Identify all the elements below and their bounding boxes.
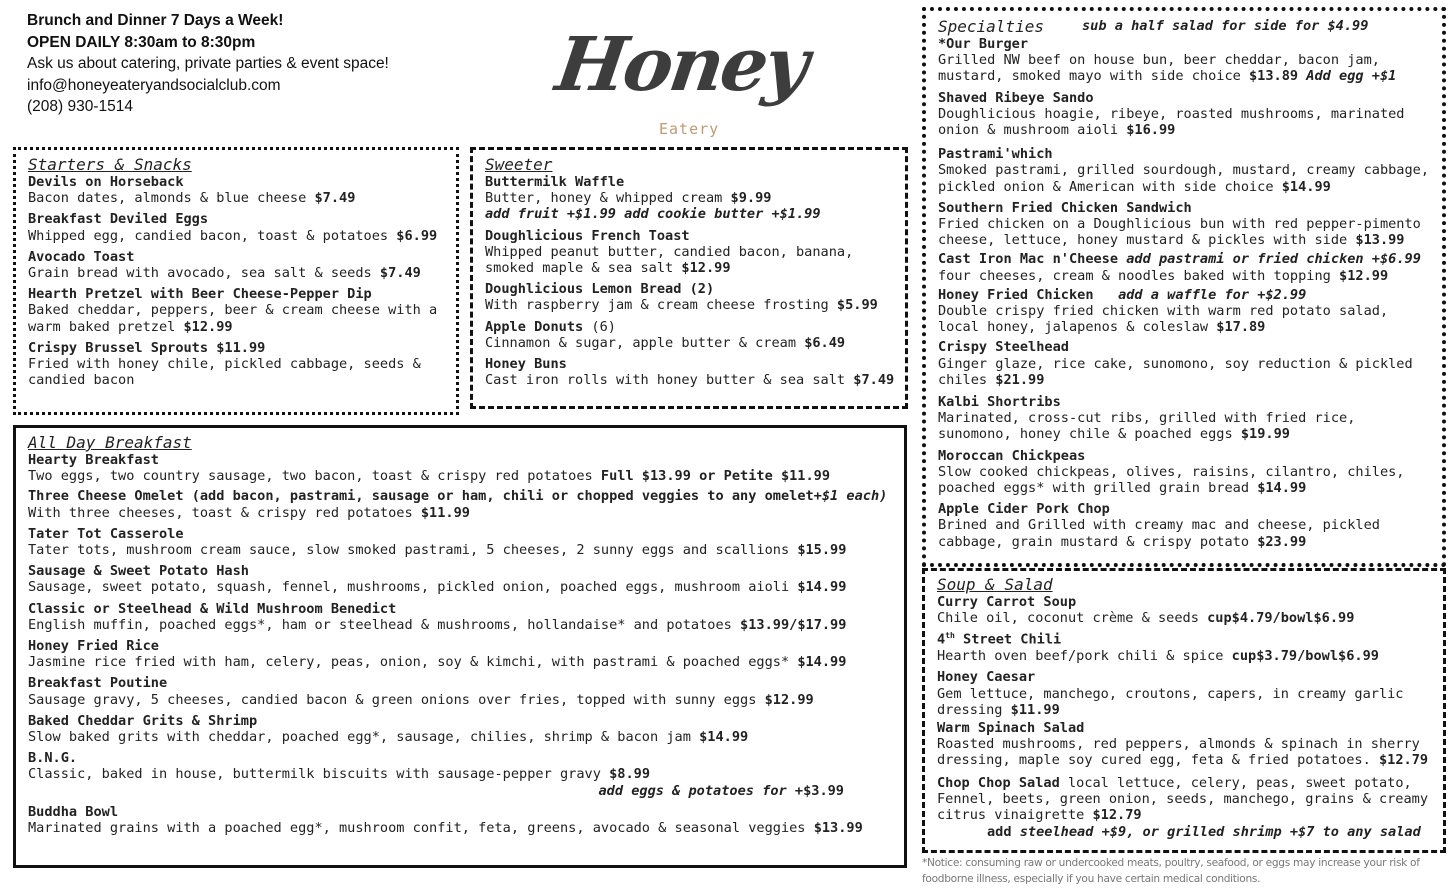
section-title: All Day Breakfast bbox=[28, 433, 192, 452]
sweeter-section bbox=[470, 147, 908, 409]
item-price: $12.79 bbox=[1092, 806, 1142, 823]
item-desc: Grain bread with avocado, sea salt & seeds bbox=[28, 265, 380, 282]
item-price: $9.99 bbox=[730, 190, 772, 207]
item-addon: add eggs & potatoes for bbox=[598, 782, 795, 799]
item-desc: Brined and Grilled with creamy mac and cheese, pickled cabbage, grain mustard & crispy potato bbox=[938, 517, 1380, 550]
item-price: $23.99 bbox=[1257, 533, 1307, 550]
item-price: cup$3.79/bowl$6.99 bbox=[1231, 648, 1379, 665]
item-desc: local lettuce, celery, peas, sweet potato, Fennel, beets, green onion, seeds, manchego, grains & creamy citrus vinaigrette bbox=[937, 774, 1429, 823]
menu-item bbox=[937, 775, 1433, 824]
menu-item bbox=[28, 526, 894, 558]
item-name: Avocado Toast bbox=[28, 248, 135, 265]
item-price: $13.89 bbox=[1249, 68, 1299, 85]
menu-item bbox=[938, 448, 1432, 497]
item-desc: Grilled NW beef on house bun, beer cheddar, bacon jam, mustard, smoked mayo with side choice bbox=[938, 52, 1380, 85]
item-price: $16.99 bbox=[1126, 122, 1176, 139]
item-addon: add pastrami or fried chicken +$6.99 bbox=[1126, 251, 1421, 268]
addon-text: steelhead +$9, or grilled shrimp +$7 to any salad bbox=[1019, 824, 1421, 841]
item-name-rest: Street Chili bbox=[954, 631, 1062, 648]
item-name: Three Cheese Omelet bbox=[28, 488, 192, 505]
item-name: Crispy Steelhead bbox=[938, 339, 1069, 356]
open-hours: OPEN DAILY 8:30am to 8:30pm bbox=[27, 33, 256, 51]
item-name: Honey Caesar bbox=[937, 669, 1036, 686]
item-desc: Whipped egg, candied bacon, toast & potatoes bbox=[28, 227, 397, 244]
menu-item bbox=[28, 211, 446, 243]
item-price: $14.99 bbox=[1281, 178, 1331, 195]
item-options-price: $1 each) bbox=[821, 488, 888, 505]
item-desc: Classic, baked in house, buttermilk biscuits with sausage-pepper gravy bbox=[28, 766, 610, 783]
menu-item bbox=[28, 340, 446, 389]
item-price: $5.99 bbox=[836, 297, 878, 314]
item-desc: Cinnamon & sugar, apple butter & cream bbox=[485, 334, 805, 351]
item-name: Honey Fried Rice bbox=[28, 638, 159, 655]
item-price: $14.99 bbox=[797, 579, 847, 596]
item-name: Buttermilk Waffle bbox=[485, 174, 625, 190]
item-desc: Fried with honey chile, pickled cabbage, seeds & candied bacon bbox=[28, 356, 421, 389]
menu-item bbox=[937, 669, 1433, 718]
item-price: cup$4.79/bowl$6.99 bbox=[1207, 610, 1355, 627]
starters-section bbox=[13, 147, 459, 415]
item-addon: add a waffle for +$2.99 bbox=[1118, 286, 1307, 303]
item-price: $12.99 bbox=[764, 691, 814, 708]
menu-item bbox=[938, 287, 1432, 336]
item-price: $15.99 bbox=[797, 542, 847, 559]
item-name: Southern Fried Chicken Sandwich bbox=[938, 199, 1192, 216]
specialties-section bbox=[922, 7, 1446, 567]
item-desc: Ginger glaze, rice cake, sunomono, soy reduction & pickled chiles bbox=[938, 355, 1413, 388]
item-options: (add bacon, pastrami, sausage or ham, chili or chopped veggies to any omelet+ bbox=[191, 488, 822, 505]
item-name: Buddha Bowl bbox=[28, 803, 119, 820]
item-desc: Double crispy fried chicken with warm red potato salad, local honey, jalapenos & coleslaw bbox=[938, 303, 1389, 336]
menu-item bbox=[28, 174, 446, 206]
item-name: Chop Chop Salad bbox=[937, 774, 1060, 791]
item-price: $7.49 bbox=[314, 190, 356, 207]
menu-item bbox=[485, 356, 895, 388]
item-price: $7.49 bbox=[853, 372, 895, 389]
item-name: Doughlicious French Toast bbox=[485, 227, 690, 244]
menu-item bbox=[485, 319, 895, 351]
menu-item bbox=[937, 594, 1433, 626]
item-name: Kalbi Shortribs bbox=[938, 394, 1061, 411]
menu-item bbox=[938, 90, 1432, 139]
item-price: $8.99 bbox=[609, 766, 650, 783]
soup-salad-section bbox=[922, 568, 1446, 853]
hours-tagline: Brunch and Dinner 7 Days a Week! bbox=[27, 12, 284, 29]
item-name: Classic or Steelhead & Wild Mushroom Benedict bbox=[28, 600, 397, 617]
section-title: Soup & Salad bbox=[937, 575, 1053, 594]
item-name: Breakfast Poutine bbox=[28, 675, 168, 692]
item-price: $14.99 bbox=[699, 729, 749, 746]
honey-eatery-logo bbox=[550, 22, 812, 140]
item-desc: Marinated, cross-cut ribs, grilled with fried rice, sunomono, honey chile & poached eggs bbox=[938, 410, 1356, 443]
item-name: Curry Carrot Soup bbox=[937, 594, 1077, 610]
item-desc: Bacon dates, almonds & blue cheese bbox=[28, 190, 315, 207]
item-name: Honey Fried Chicken bbox=[938, 286, 1119, 303]
item-price: $14.99 bbox=[1257, 480, 1307, 497]
item-addon-price: +$3.99 bbox=[794, 782, 844, 799]
section-title: Starters & Snacks bbox=[28, 155, 192, 174]
item-desc: Whipped peanut butter, candied bacon, banana, smoked maple & sea salt bbox=[485, 243, 854, 277]
item-price: $14.99 bbox=[797, 654, 847, 671]
menu-item bbox=[938, 36, 1432, 85]
item-desc: Fried chicken on a Doughlicious bun with red pepper-pimento cheese, lettuce, honey mustard & pickles with side bbox=[938, 216, 1421, 249]
item-name: Doughlicious Lemon Bread (2) bbox=[485, 281, 715, 298]
menu-item bbox=[938, 251, 1432, 283]
item-price: $13.99/$17.99 bbox=[740, 616, 847, 633]
item-name: Honey Buns bbox=[485, 356, 567, 373]
item-desc: Slow baked grits with cheddar, poached egg*, sausage, chilies, shrimp & bacon jam bbox=[28, 729, 700, 746]
item-name: Devils on Horseback bbox=[28, 174, 184, 190]
item-desc: With raspberry jam & cream cheese frosting bbox=[485, 297, 837, 314]
addon-lead: add bbox=[987, 824, 1020, 841]
menu-item bbox=[485, 228, 895, 277]
menu-item bbox=[938, 394, 1432, 443]
item-price: $6.49 bbox=[804, 334, 846, 351]
item-name: Hearty Breakfast bbox=[28, 452, 159, 468]
item-desc: Doughlicious hoagie, ribeye, roasted mushrooms, marinated onion & mushroom aioli bbox=[938, 105, 1405, 139]
item-price: Full $13.99 or Petite $11.99 bbox=[600, 468, 831, 485]
item-name: Crispy Brussel Sprouts $11.99 bbox=[28, 339, 266, 356]
menu-item bbox=[937, 720, 1433, 769]
item-price: $12.99 bbox=[183, 318, 233, 335]
item-name: Pastrami'which bbox=[938, 146, 1053, 163]
section-note: sub a half salad for side for $4.99 bbox=[1081, 18, 1369, 34]
menu-item bbox=[28, 488, 894, 520]
logo-wordmark: Honey bbox=[550, 22, 812, 108]
item-addon: add fruit +$1.99 add cookie butter +$1.99 bbox=[485, 206, 821, 223]
item-name: Apple Donuts bbox=[485, 318, 584, 335]
item-name: Baked Cheddar Grits & Shrimp bbox=[28, 712, 258, 729]
menu-item bbox=[28, 675, 894, 707]
item-name: Sausage & Sweet Potato Hash bbox=[28, 563, 249, 580]
section-title: Specialties bbox=[938, 17, 1044, 36]
item-name: B.N.G. bbox=[28, 750, 78, 767]
email-link[interactable]: info@honeyeateryandsocialclub.com bbox=[27, 76, 281, 94]
item-name: Hearth Pretzel with Beer Cheese-Pepper Dip bbox=[28, 286, 372, 303]
breakfast-section bbox=[13, 425, 907, 868]
menu-item bbox=[485, 281, 895, 313]
item-desc: Jasmine rice fried with ham, celery, peas, onion, soy & kimchi, with pastrami & poached eggs* bbox=[28, 654, 798, 671]
menu-item bbox=[28, 638, 894, 670]
item-desc: Gem lettuce, manchego, croutons, capers, in creamy garlic dressing bbox=[937, 685, 1404, 718]
menu-item bbox=[938, 339, 1432, 388]
logo-subtitle: Eatery bbox=[659, 120, 720, 138]
menu-item bbox=[28, 601, 894, 633]
item-name: Moroccan Chickpeas bbox=[938, 447, 1086, 464]
item-name: Cast Iron Mac n'Cheese bbox=[938, 251, 1127, 268]
item-price: $13.99 bbox=[813, 820, 863, 837]
menu-item bbox=[485, 174, 895, 223]
item-desc: Smoked pastrami, grilled sourdough, mustard, creamy cabbage, pickled onion & American with side choice bbox=[938, 162, 1430, 195]
menu-item bbox=[937, 628, 1433, 664]
item-price: $12.79 bbox=[1378, 752, 1429, 769]
item-name: Warm Spinach Salad bbox=[937, 719, 1085, 736]
item-price: $21.99 bbox=[995, 371, 1045, 388]
item-price: $11.99 bbox=[1010, 701, 1060, 718]
salad-addon bbox=[937, 824, 1433, 840]
catering-note: Ask us about catering, private parties & event space! bbox=[27, 55, 389, 72]
phone-number[interactable]: (208) 930-1514 bbox=[27, 98, 133, 115]
item-price: $12.99 bbox=[1339, 267, 1389, 284]
menu-item bbox=[28, 750, 894, 799]
item-desc: English muffin, poached eggs*, ham or steelhead & mushrooms, hollandaise* and potatoes bbox=[28, 616, 741, 633]
item-price: $17.89 bbox=[1216, 319, 1266, 336]
item-desc: Tater tots, mushroom cream sauce, slow smoked pastrami, 5 cheeses, 2 sunny eggs and scallions bbox=[28, 542, 798, 559]
item-desc: Butter, honey & whipped cream bbox=[485, 190, 731, 207]
menu-item bbox=[938, 146, 1432, 195]
item-price: $19.99 bbox=[1240, 426, 1290, 443]
item-desc: Roasted mushrooms, red peppers, almonds & spinach in sherry dressing, maple soy cured egg, feta & fried potatoes. bbox=[937, 736, 1420, 769]
item-addon: Add egg +$1 bbox=[1298, 68, 1397, 85]
section-title: Sweeter bbox=[485, 155, 553, 174]
menu-item bbox=[938, 200, 1432, 249]
item-quantity: (6) bbox=[583, 318, 616, 335]
menu-item bbox=[28, 452, 894, 484]
item-desc: Marinated grains with a poached egg*, mushroom confit, feta, greens, avocado & seasonal veggies bbox=[28, 820, 814, 837]
item-price: $6.99 bbox=[396, 227, 438, 244]
item-desc: Baked cheddar, peppers, beer & cream cheese with a warm baked pretzel bbox=[28, 302, 438, 335]
menu-item bbox=[28, 804, 894, 836]
item-desc: Chile oil, coconut crème & seeds bbox=[937, 610, 1208, 627]
item-name: Shaved Ribeye Sando bbox=[938, 89, 1094, 106]
item-price: $7.49 bbox=[379, 265, 421, 282]
item-price: $12.99 bbox=[681, 260, 731, 277]
item-name: Apple Cider Pork Chop bbox=[938, 501, 1110, 518]
menu-item bbox=[28, 713, 894, 745]
item-desc: four cheeses, cream & noodles baked with topping bbox=[938, 267, 1340, 284]
item-desc: Hearth oven beef/pork chili & spice bbox=[937, 648, 1232, 665]
menu-item bbox=[28, 563, 894, 595]
item-price: $13.99 bbox=[1355, 232, 1405, 249]
item-name: Tater Tot Casserole bbox=[28, 525, 184, 542]
item-name-ordinal: th bbox=[945, 631, 955, 641]
menu-item bbox=[28, 249, 446, 281]
menu-item bbox=[938, 501, 1432, 550]
menu-item bbox=[28, 286, 446, 335]
item-name: Breakfast Deviled Eggs bbox=[28, 211, 209, 228]
restaurant-info bbox=[27, 10, 389, 118]
item-price: $11.99 bbox=[420, 504, 470, 521]
item-name: *Our Burger bbox=[938, 36, 1029, 52]
item-desc: Slow cooked chickpeas, olives, raisins, cilantro, chiles, poached eggs* with grilled grain bread bbox=[938, 463, 1405, 497]
item-desc: Sausage gravy, 5 cheeses, candied bacon & green onions over fries, topped with sunny eggs bbox=[28, 691, 765, 708]
food-safety-notice: *Notice: consuming raw or undercooked meats, poultry, seafood, or eggs may increase your risk of foodborne illness, especially if you have certain medical conditions. bbox=[922, 857, 1420, 885]
item-desc: Cast iron rolls with honey butter & sea salt bbox=[485, 372, 854, 389]
item-desc: With three cheeses, toast & crispy red potatoes bbox=[28, 504, 421, 521]
item-desc: Two eggs, two country sausage, two bacon, toast & crispy red potatoes bbox=[28, 468, 601, 485]
section-header bbox=[938, 18, 1432, 36]
item-name: 4 bbox=[937, 631, 946, 648]
item-desc: Sausage, sweet potato, squash, fennel, mushrooms, pickled onion, poached eggs, mushroom aioli bbox=[28, 579, 798, 596]
